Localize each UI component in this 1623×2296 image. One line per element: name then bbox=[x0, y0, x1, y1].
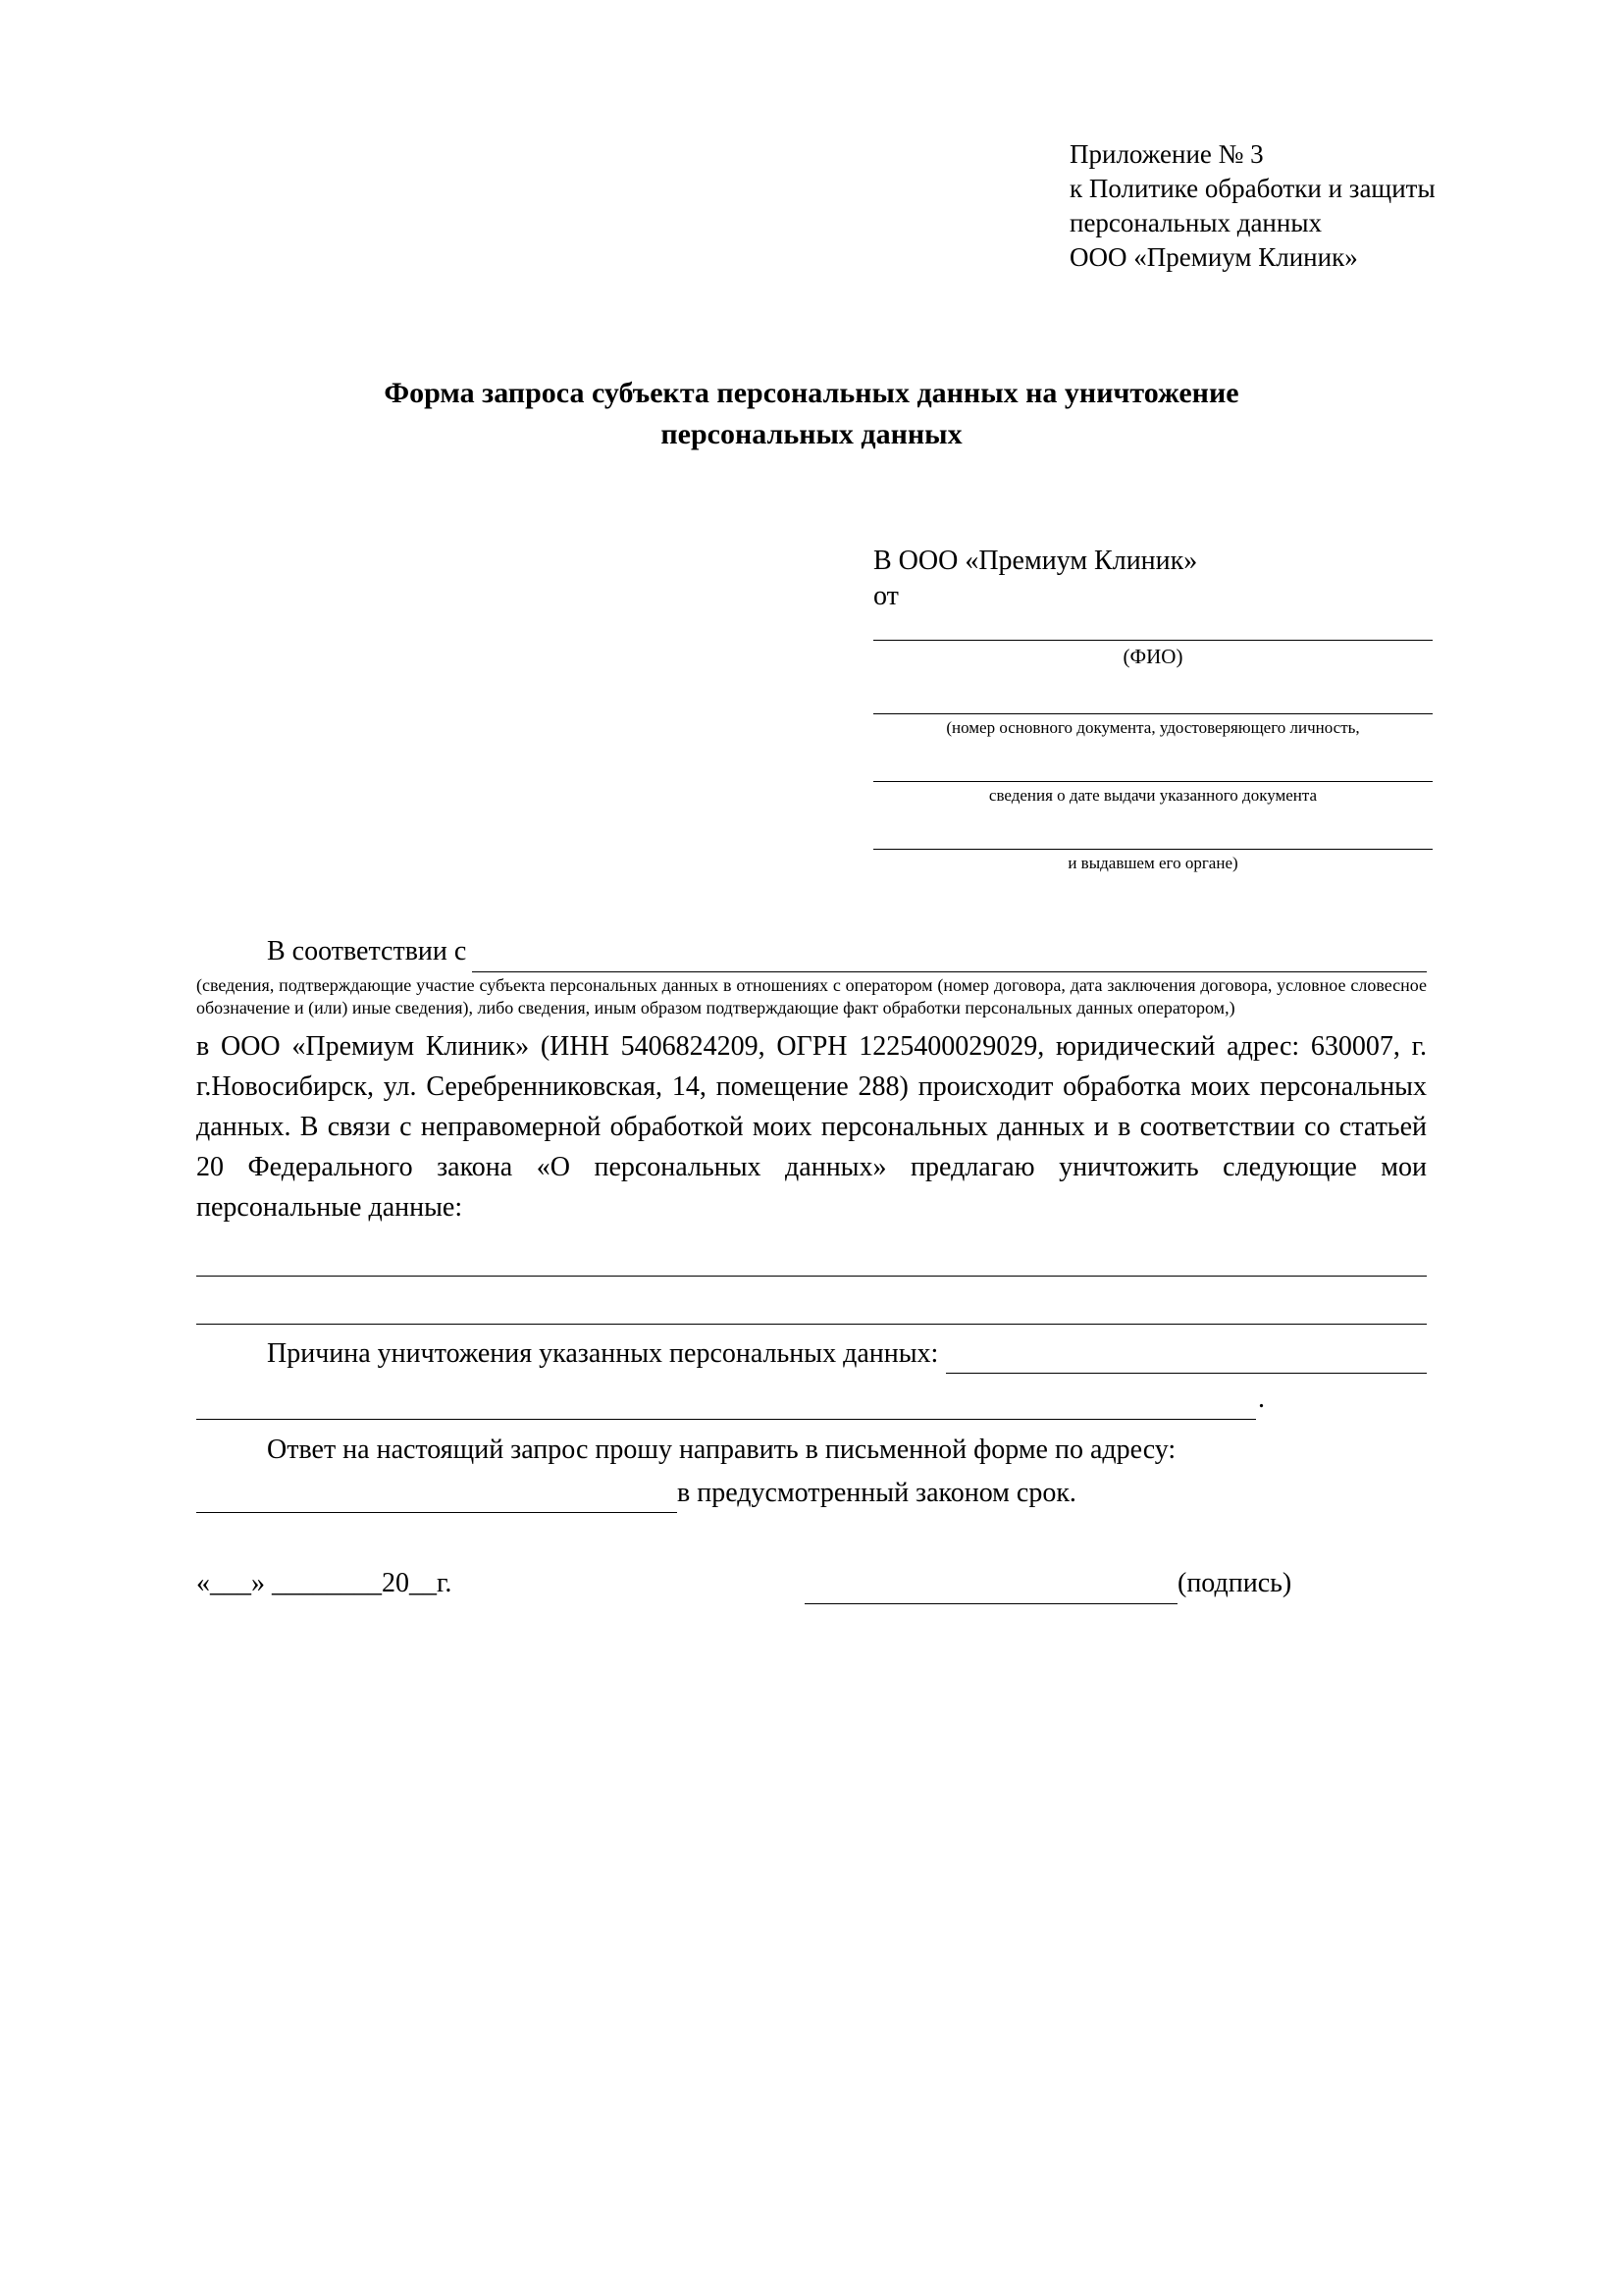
document-issuer-input-line[interactable] bbox=[873, 823, 1433, 850]
signature-row bbox=[196, 1564, 1427, 1604]
signature-input-line[interactable] bbox=[805, 1580, 1178, 1604]
answer-address-input-line[interactable] bbox=[196, 1488, 677, 1513]
document-date-input-line[interactable] bbox=[873, 756, 1433, 782]
main-paragraph: в ООО «Премиум Клиник» (ИНН 5406824209, ОГРН 1225400029029, юридический адрес: 630007, г. г.Новосибирск, ул. Серебренниковская, 14, помещение 288) происходит обработка моих персональных данных. В связи с неправомерной обработкой моих персональных данных и в соответствии со статьей 20 Федерального закона «О персональных данных» предлагаю уничтожить следующие мои персональные данные: bbox=[196, 1030, 1427, 1224]
answer-paragraph bbox=[196, 1430, 1427, 1470]
appendix-header bbox=[1070, 137, 1436, 275]
reason-row-2 bbox=[196, 1380, 1427, 1420]
answer-paragraph-text: Ответ на настоящий запрос прошу направить в письменной форме по адресу: bbox=[267, 1434, 1177, 1465]
reason-input-line-1[interactable] bbox=[946, 1349, 1427, 1374]
page-title-line2: персональных данных bbox=[660, 418, 963, 451]
body-section bbox=[196, 932, 1427, 1604]
addressee-from-label: от bbox=[873, 581, 899, 612]
appendix-policy-line1: к Политике обработки и защиты bbox=[1070, 174, 1436, 204]
addressee-organization: В ООО «Премиум Клиник» bbox=[873, 546, 1198, 577]
document-date-caption: сведения о дате выдачи указанного документа bbox=[988, 785, 1318, 805]
reason-input-line-2[interactable] bbox=[196, 1395, 1256, 1420]
data-list-line-1[interactable] bbox=[196, 1242, 1427, 1277]
page-title-line1: Форма запроса субъекта персональных данных на уничтожение bbox=[384, 377, 1239, 410]
fio-input-line[interactable] bbox=[873, 614, 1433, 641]
answer-address-row bbox=[196, 1474, 1427, 1514]
date-field[interactable]: «___» ________20__г. bbox=[196, 1568, 452, 1599]
fio-caption: (ФИО) bbox=[1123, 645, 1183, 669]
signature-caption: (подпись) bbox=[1178, 1568, 1292, 1599]
addressee-block bbox=[873, 546, 1433, 873]
accordance-row bbox=[196, 932, 1427, 972]
accordance-input-line[interactable] bbox=[472, 948, 1427, 972]
reason-row bbox=[196, 1334, 1427, 1375]
document-number-input-line[interactable] bbox=[873, 688, 1433, 714]
data-list-line-2[interactable] bbox=[196, 1290, 1427, 1325]
accordance-note: (сведения, подтверждающие участие субъекта персональных данных в отношениях с оператором (номер договора, дата заключения договора, условное словесное обозначение и (или) иные сведения), либо сведения, иным образом подтверждающие факт обработки персональных данных оператором,) bbox=[196, 974, 1427, 1018]
reason-label: Причина уничтожения указанных персональных данных: bbox=[267, 1337, 939, 1369]
appendix-company: ООО «Премиум Клиник» bbox=[1070, 242, 1358, 273]
answer-tail-text: в предусмотренный законом срок. bbox=[677, 1477, 1076, 1508]
document-number-caption: (номер основного документа, удостоверяющего личность, bbox=[946, 717, 1360, 737]
accordance-label: В соответствии с bbox=[267, 936, 467, 967]
document-issuer-caption: и выдавшем его органе) bbox=[1068, 854, 1238, 873]
appendix-policy-line2: персональных данных bbox=[1070, 208, 1322, 238]
reason-period: . bbox=[1258, 1383, 1265, 1415]
appendix-number: Приложение № 3 bbox=[1070, 139, 1264, 169]
page-title bbox=[196, 373, 1427, 455]
